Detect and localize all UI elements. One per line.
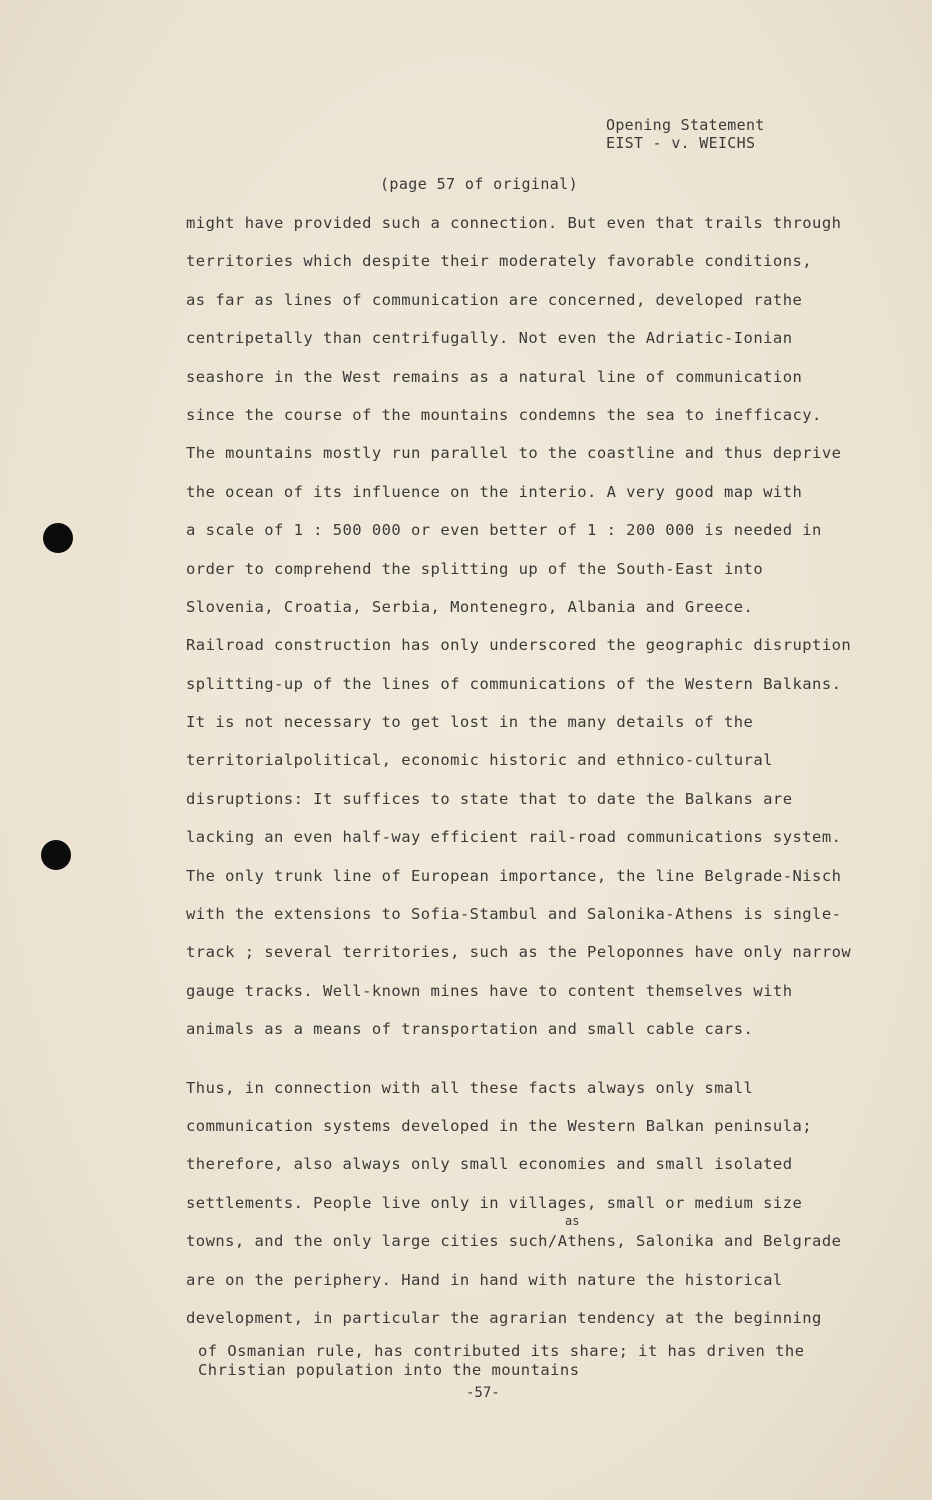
text-line: therefore, also always only small economies and small isolated: [186, 1155, 793, 1174]
text-line: Christian population into the mountains: [198, 1361, 580, 1379]
paragraph-gap: [186, 1057, 876, 1077]
inserted-word: as: [565, 1214, 580, 1228]
text-line: settlements. People live only in villages, small or medium size: [186, 1193, 803, 1212]
text-line: Slovenia, Croatia, Serbia, Montenegro, Albania and Greece.: [186, 597, 754, 616]
text-line: since the course of the mountains condemns the sea to inefficacy.: [186, 405, 822, 424]
text-line: The mountains mostly run parallel to the coastline and thus deprive: [186, 444, 842, 463]
punch-hole-top: [43, 523, 73, 553]
text-line: with the extensions to Sofia-Stambul and Salonika-Athens is single-: [186, 905, 842, 924]
page-number: -57-: [466, 1385, 500, 1401]
text-line: It is not necessary to get lost in the many details of the: [186, 713, 754, 732]
text-line: territorialpolitical, economic historic and ethnico-cultural: [186, 751, 773, 770]
header-case: EIST - v. WEICHS: [606, 134, 756, 152]
header-title: Opening Statement: [606, 116, 765, 134]
text-line: lacking an even half-way efficient rail-road communications system.: [186, 828, 842, 847]
closing-lines: [198, 1342, 804, 1380]
document-header: [606, 116, 765, 152]
text-line: communication systems developed in the Western Balkan peninsula;: [186, 1116, 813, 1135]
text-line: might have provided such a connection. But even that trails through: [186, 214, 842, 232]
text-line: a scale of 1 : 500 000 or even better of 1 : 200 000 is needed in: [186, 521, 822, 540]
text-line: splitting-up of the lines of communications of the Western Balkans.: [186, 674, 842, 693]
text-line: order to comprehend the splitting up of the South-East into: [186, 559, 764, 578]
text-line: Thus, in connection with all these facts always only small: [186, 1078, 754, 1097]
body-text: [186, 212, 876, 1345]
text-line: The only trunk line of European importance, the line Belgrade-Nisch: [186, 866, 842, 885]
text-line: territories which despite their moderately favorable conditions,: [186, 252, 813, 271]
text-line: development, in particular the agrarian tendency at the beginning: [186, 1308, 822, 1327]
text-line: of Osmanian rule, has contributed its share; it has driven the: [198, 1342, 805, 1360]
original-page-reference: (page 57 of original): [380, 175, 579, 193]
text-line: Railroad construction has only underscored the geographic disruption: [186, 636, 852, 655]
text-line: are on the periphery. Hand in hand with nature the historical: [186, 1270, 783, 1289]
punch-hole-bottom: [41, 840, 71, 870]
text-line: centripetally than centrifugally. Not even the Adriatic-Ionian: [186, 329, 793, 348]
text-line: towns, and the only large cities such/Athens, Salonika and Belgrade: [186, 1232, 842, 1251]
text-line: animals as a means of transportation and small cable cars.: [186, 1020, 754, 1039]
text-line: track ; several territories, such as the Peloponnes have only narrow: [186, 943, 852, 962]
text-line: gauge tracks. Well-known mines have to content themselves with: [186, 981, 793, 1000]
text-line: seashore in the West remains as a natural line of communication: [186, 367, 803, 386]
text-line: the ocean of its influence on the interio. A very good map with: [186, 482, 803, 501]
text-line: as far as lines of communication are concerned, developed rathe: [186, 290, 803, 309]
text-line: disruptions: It suffices to state that to date the Balkans are: [186, 789, 793, 808]
